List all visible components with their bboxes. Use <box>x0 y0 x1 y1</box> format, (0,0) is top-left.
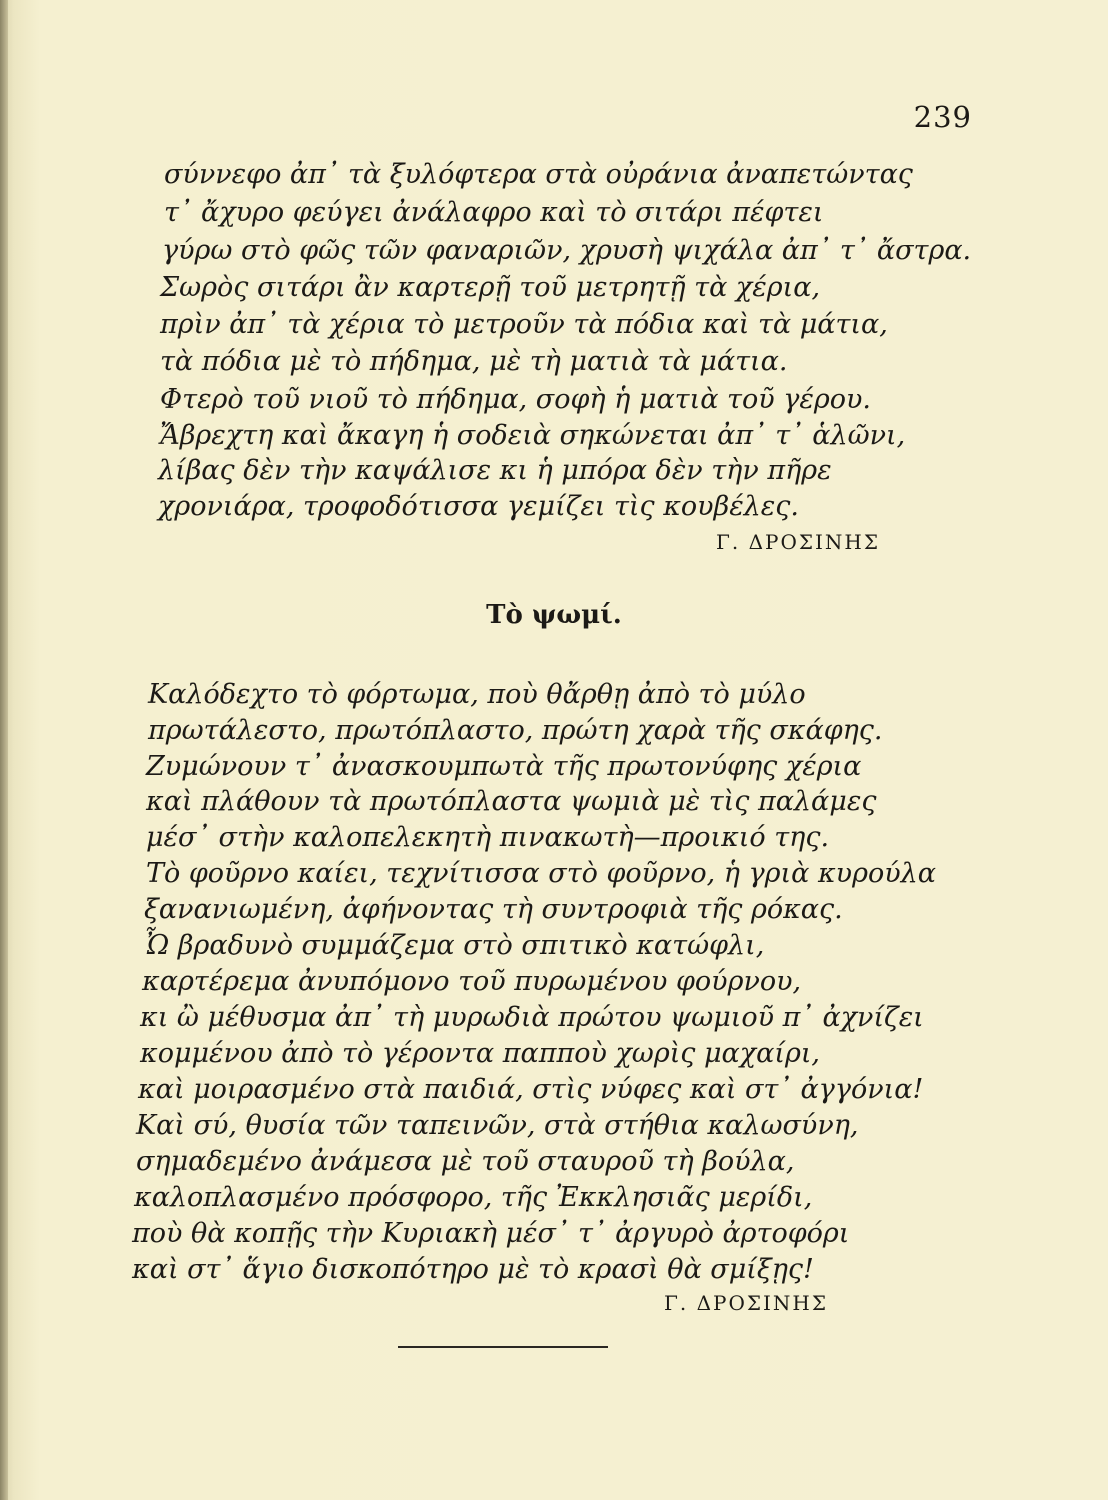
poem-title: Τὸ ψωμί. <box>486 600 622 630</box>
poem-line: Καλόδεχτο τὸ φόρτωμα, ποὺ θἄρθῃ ἀπὸ τὸ μύλο <box>148 679 806 710</box>
poem-author: Γ. ΔΡΟΣΙΝΗΣ <box>716 530 881 554</box>
poem-line: ξανανιωμένη, ἀφήνοντας τὴ συντροφιὰ τῆς ρόκας. <box>144 894 843 925</box>
poem-line: Ζυμώνουν τ᾽ ἀνασκουμπωτὰ τῆς πρωτονύφης χέρια <box>146 751 862 782</box>
poem-line: Ἄβρεχτη καὶ ἄκαγη ἡ σοδειὰ σηκώνεται ἀπ᾽ τ᾽ ἁλῶνι, <box>160 420 906 451</box>
poem-line: Καὶ σύ, θυσία τῶν ταπεινῶν, στὰ στήθια καλωσύνη, <box>136 1110 859 1141</box>
poem-line: κομμένου ἀπὸ τὸ γέροντα παπποὺ χωρὶς μαχαίρι, <box>140 1038 820 1069</box>
poem-line: καρτέρεμα ἀνυπόμονο τοῦ πυρωμένου φούρνου, <box>142 966 802 997</box>
poem-line: τὰ πόδια μὲ τὸ πήδημα, μὲ τὴ ματιὰ τὰ μάτια. <box>160 346 788 377</box>
poem-author: Γ. ΔΡΟΣΙΝΗΣ <box>664 1291 829 1315</box>
poem-line: πρὶν ἀπ᾽ τὰ χέρια τὸ μετροῦν τὰ πόδια καὶ τὰ μάτια, <box>160 309 888 340</box>
poem-line: μέσ᾽ στὴν καλοπελεκητὴ πινακωτὴ—προικιό της. <box>146 822 830 853</box>
poem-line: ποὺ θὰ κοπῇς τὴν Κυριακὴ μέσ᾽ τ᾽ ἀργυρὸ ἀρτοφόρι <box>132 1218 850 1249</box>
poem-line: καὶ πλάθουν τὰ πρωτόπλαστα ψωμιὰ μὲ τὶς παλάμες <box>146 786 877 817</box>
poem-line: χρονιάρα, τροφοδότισσα γεμίζει τὶς κουβέλες. <box>158 491 799 522</box>
poem-line: σύννεφο ἀπ᾽ τὰ ξυλόφτερα στὰ οὐράνια ἀναπετώντας <box>164 159 913 190</box>
poem-line: Ὦ βραδυνὸ συμμάζεμα στὸ σπιτικὸ κατώφλι, <box>144 930 765 961</box>
poem-line: κι ὢ μέθυσμα ἀπ᾽ τὴ μυρωδιὰ πρώτου ψωμιοῦ π᾽ ἀχνίζει <box>140 1002 924 1033</box>
page-number: 239 <box>913 100 972 134</box>
section-divider <box>398 1346 608 1348</box>
poem-line: λίβας δὲν τὴν καψάλισε κι ἡ μπόρα δὲν τὴν πῆρε <box>158 455 832 486</box>
poem-line: τ᾽ ἄχυρο φεύγει ἀνάλαφρο καὶ τὸ σιτάρι πέφτει <box>164 197 824 228</box>
poem-line: καὶ στ᾽ ἅγιο δισκοπότηρο μὲ τὸ κρασὶ θὰ σμίξῃς! <box>132 1254 814 1285</box>
poem-line: Τὸ φοῦρνο καίει, τεχνίτισσα στὸ φοῦρνο, ἡ γριὰ κυρούλα <box>146 858 936 889</box>
poem-line: γύρω στὸ φῶς τῶν φαναριῶν, χρυσὴ ψιχάλα ἀπ᾽ τ᾽ ἄστρα. <box>162 235 972 266</box>
poem-line: σημαδεμένο ἀνάμεσα μὲ τοῦ σταυροῦ τὴ βούλα, <box>136 1146 795 1177</box>
poem-line: καὶ μοιρασμένο στὰ παιδιά, στὶς νύφες καὶ στ᾽ ἀγγόνια! <box>138 1074 924 1105</box>
poem-line: Σωρὸς σιτάρι ἂν καρτερῇ τοῦ μετρητῇ τὰ χέρια, <box>160 272 821 303</box>
poem-line: Φτερὸ τοῦ νιοῦ τὸ πήδημα, σοφὴ ἡ ματιὰ τοῦ γέρου. <box>160 384 871 415</box>
book-spine-edge <box>0 0 8 1500</box>
poem-line: καλοπλασμένο πρόσφορο, τῆς Ἐκκλησιᾶς μερίδι, <box>134 1182 813 1213</box>
poem-line: πρωτάλεστο, πρωτόπλαστο, πρώτη χαρὰ τῆς σκάφης. <box>148 715 883 746</box>
